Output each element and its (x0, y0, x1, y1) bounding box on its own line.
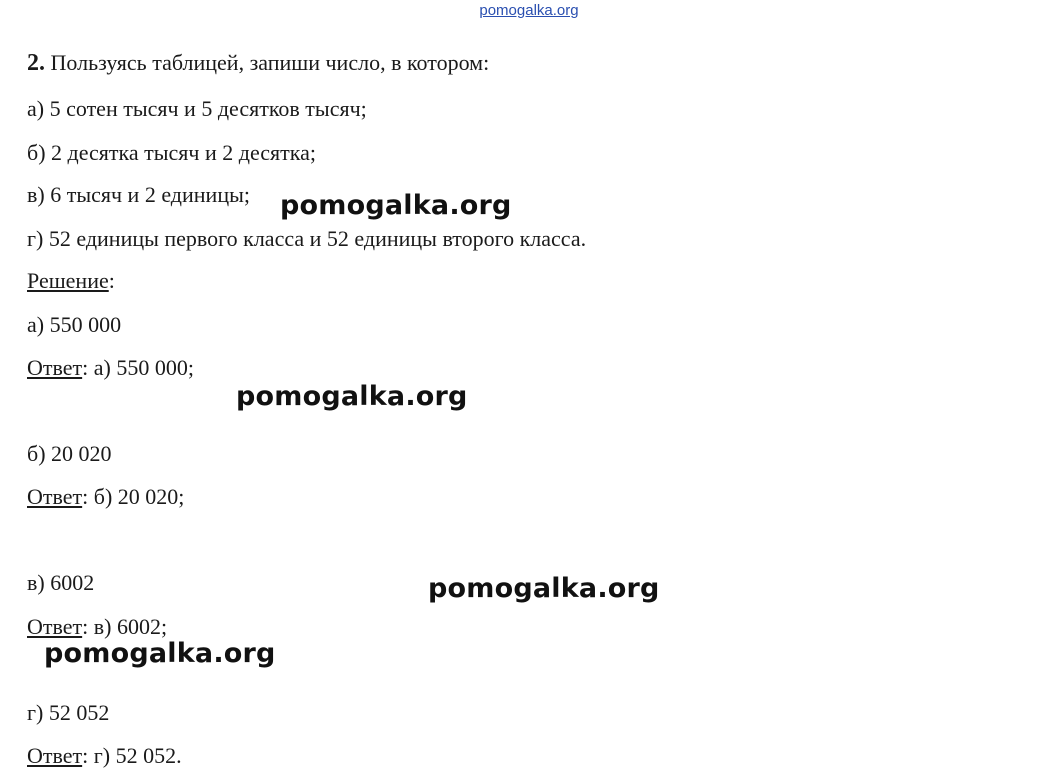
answer-colon: : (82, 484, 89, 509)
answer-word: Ответ (27, 614, 83, 639)
task-item-b: б) 2 десятка тысяч и 2 десятка; (27, 140, 316, 165)
solution-result-b: б) 20 020 (27, 441, 112, 466)
solution-result-a: а) 550 000 (27, 312, 122, 337)
task-heading (27, 50, 489, 76)
answer-value: г) 52 052. (88, 743, 182, 768)
task-number: 2. (27, 50, 45, 76)
solution-heading (27, 268, 115, 294)
answer-value: б) 20 020; (88, 484, 185, 509)
solution-answer-b (27, 484, 184, 510)
solution-answer-v (27, 614, 167, 640)
answer-colon: : (82, 355, 89, 380)
answer-colon: : (82, 743, 89, 768)
watermark: pomogalka.org (280, 190, 512, 221)
answer-word: Ответ (27, 743, 83, 768)
watermark: pomogalka.org (428, 573, 660, 604)
task-item-v: в) 6 тысяч и 2 единицы; (27, 182, 250, 207)
solution-result-g: г) 52 052 (27, 700, 110, 725)
site-link[interactable]: pomogalka.org (479, 2, 579, 19)
solution-result-v: в) 6002 (27, 570, 95, 595)
answer-value: в) 6002; (88, 614, 168, 639)
solution-title-colon: : (108, 268, 115, 293)
answer-value: а) 550 000; (88, 355, 194, 380)
solution-answer-g (27, 743, 182, 769)
answer-colon: : (82, 614, 89, 639)
task-text: Пользуясь таблицей, запиши число, в котором: (50, 50, 490, 75)
answer-word: Ответ (27, 355, 83, 380)
answer-word: Ответ (27, 484, 83, 509)
task-item-a: а) 5 сотен тысяч и 5 десятков тысяч; (27, 96, 367, 121)
solution-title: Решение (27, 268, 109, 293)
watermark: pomogalka.org (236, 381, 468, 412)
solution-answer-a (27, 355, 194, 381)
watermark: pomogalka.org (44, 638, 276, 669)
task-item-g: г) 52 единицы первого класса и 52 единицы второго класса. (27, 226, 587, 251)
